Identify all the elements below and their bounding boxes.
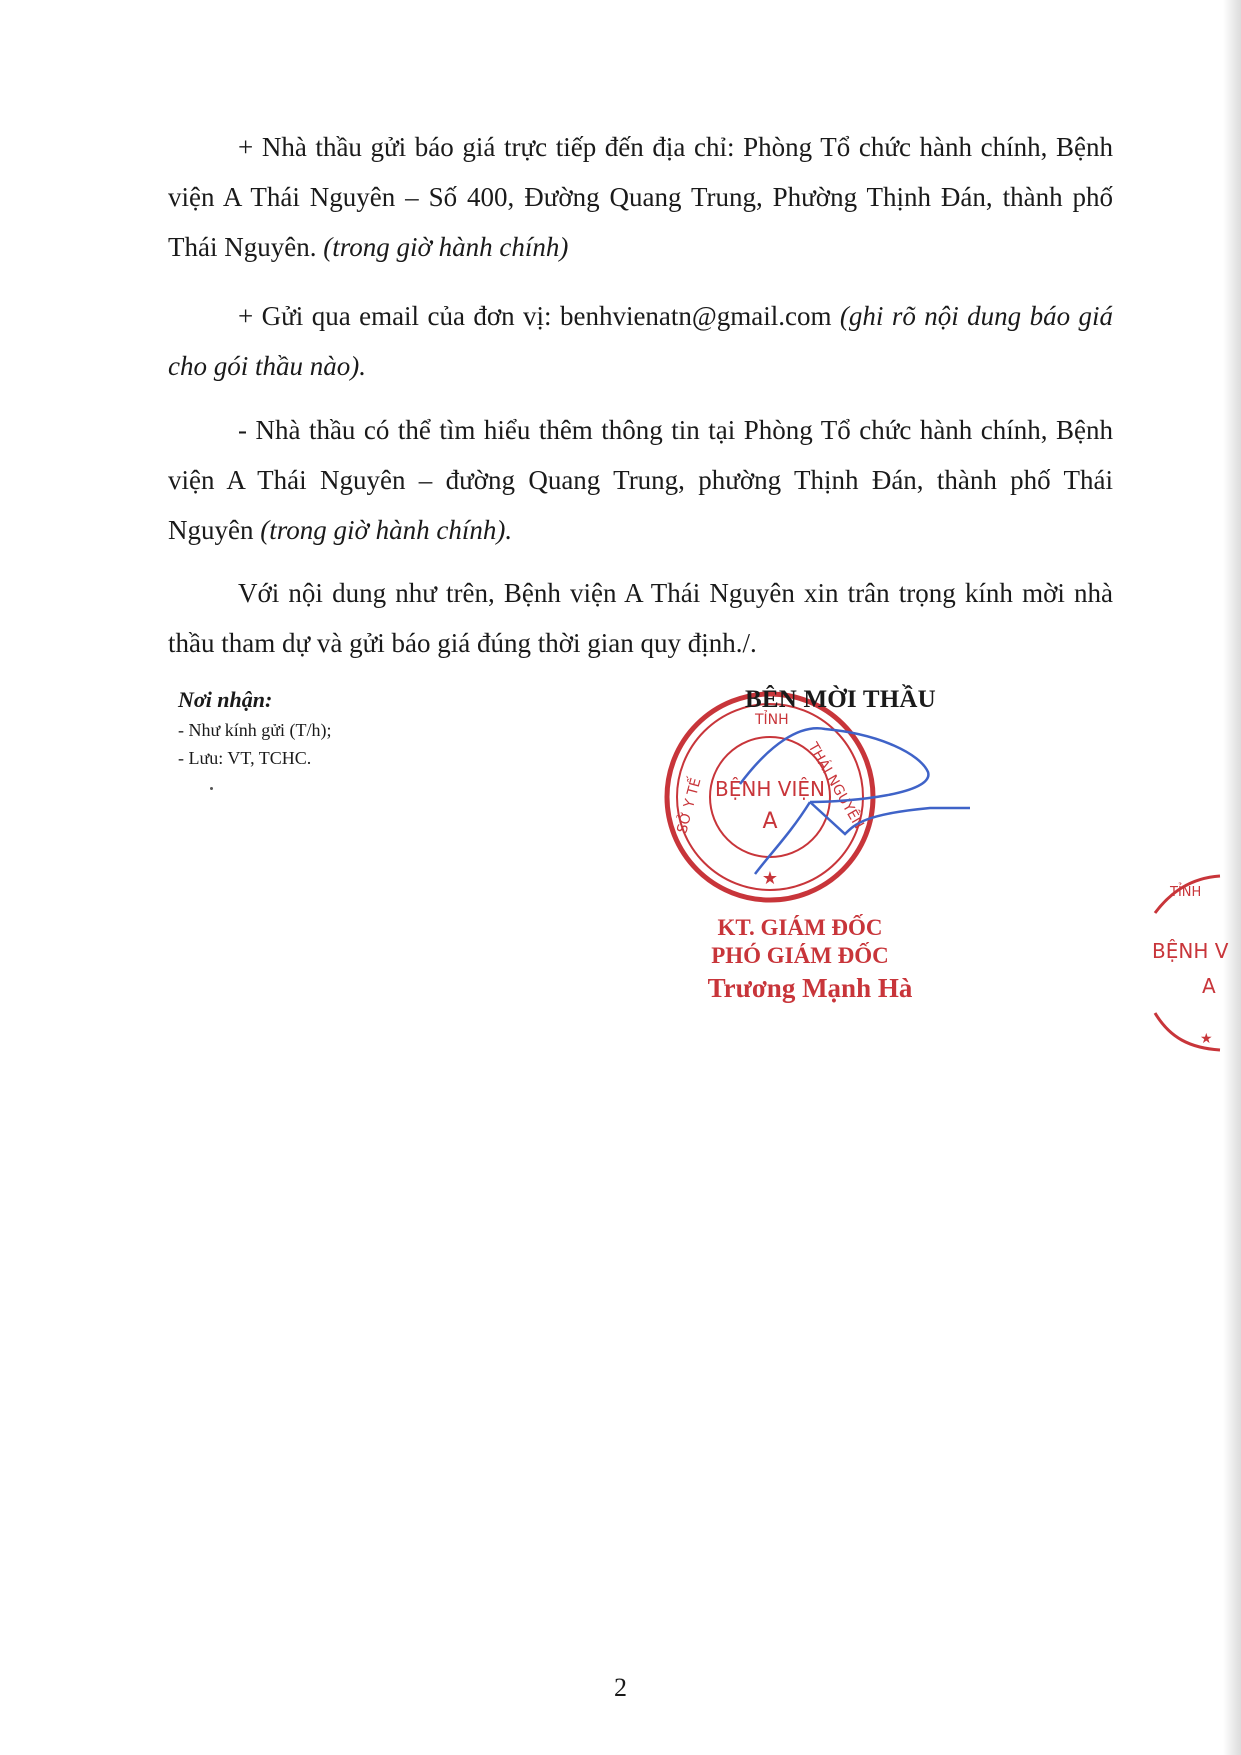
signature-line2: PHÓ GIÁM ĐỐC <box>711 943 889 968</box>
page-number: 2 <box>614 1673 627 1702</box>
signatory-name: Trương Mạnh Hà <box>707 973 913 1003</box>
recipients-block <box>178 684 332 772</box>
side-seal-line3: A <box>1202 974 1216 998</box>
side-seal-line2: BỆNH V <box>1152 939 1229 963</box>
seal-ring-left-text: SỞ Y TẾ <box>674 776 705 836</box>
signature-line1: KT. GIÁM ĐỐC <box>717 915 883 940</box>
paragraph-direct-submission: + Nhà thầu gửi báo giá trực tiếp đến địa chỉ: Phòng Tổ chức hành chính, Bệnh viện A Thái Nguyên – Số 400, Đường Quang Trung, Phường Thịnh Đán, thành phố Thái Nguyên. (trong giờ hành chính) <box>168 132 1113 262</box>
seal-ring-top-text: TỈNH <box>755 712 789 728</box>
paragraph-invitation: Với nội dung như trên, Bệnh viện A Thái Nguyên xin trân trọng kính mời nhà thầu tham dự và gửi báo giá đúng thời gian quy định./. <box>168 578 1113 658</box>
side-seal-star-icon: ★ <box>1200 1031 1213 1047</box>
side-seal-line1: TỈNH <box>1170 885 1202 900</box>
official-seal <box>660 684 990 914</box>
paragraph-more-info: - Nhà thầu có thể tìm hiểu thêm thông tin tại Phòng Tổ chức hành chính, Bệnh viện A Thái Nguyên – đường Quang Trung, phường Thịnh Đán, thành phố Thái Nguyên (trong giờ hành chính). <box>168 415 1113 545</box>
recipient-item: - Như kính gửi (T/h); <box>178 720 332 740</box>
recipient-item: - Lưu: VT, TCHC. <box>178 748 312 768</box>
seal-center-line1: BỆNH VIỆN <box>715 777 825 801</box>
seal-center-line2: A <box>762 809 778 834</box>
paragraph-email-submission: + Gửi qua email của đơn vị: benhvienatn@gmail.com (ghi rõ nội dung báo giá cho gói thầu nào). <box>168 301 1113 381</box>
signature-title: BÊN MỜI THẦU <box>745 686 936 713</box>
seal-ring-right-text: THÁI NGUYÊN <box>804 740 867 832</box>
side-seal-fragment <box>1150 868 1230 1058</box>
signature-block <box>660 684 990 1024</box>
recipients-title: Nơi nhận: <box>178 687 273 712</box>
scan-speck <box>210 787 213 790</box>
seal-star-icon: ★ <box>761 868 779 889</box>
